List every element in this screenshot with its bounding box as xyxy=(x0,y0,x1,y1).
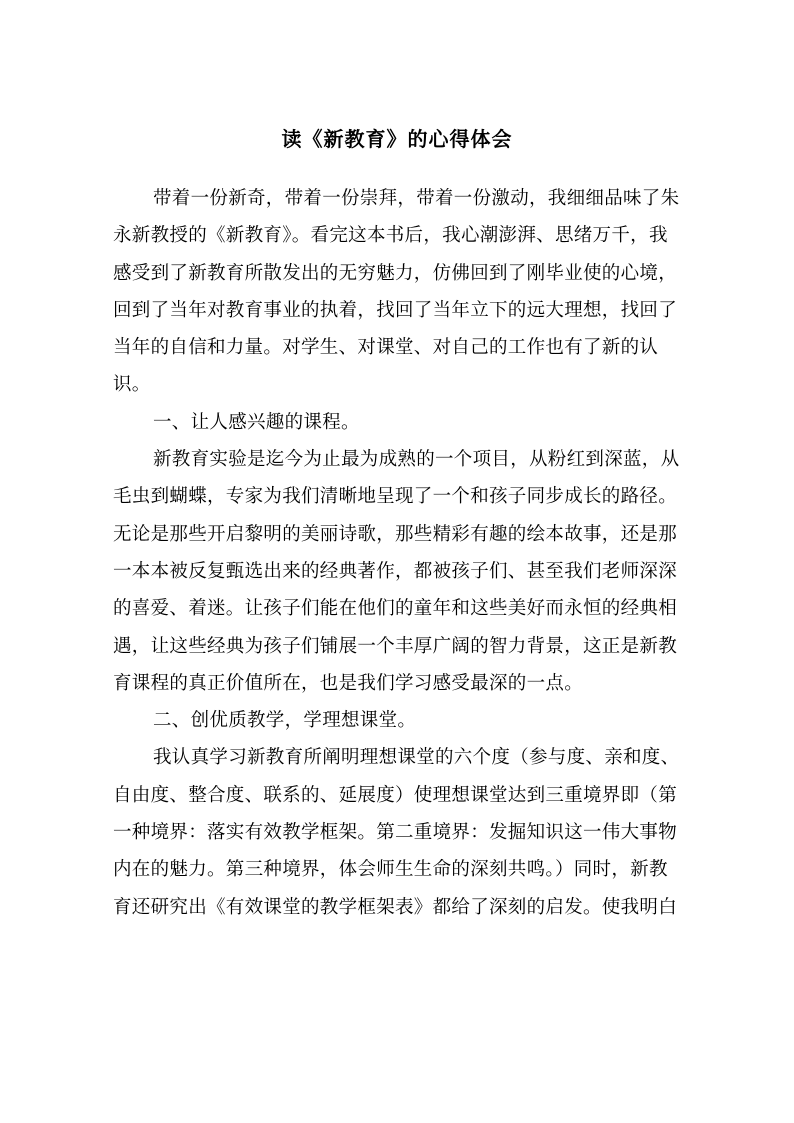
paragraph-line: 一种境界：落实有效教学框架。第二重境界：发掘知识这一伟大事物 xyxy=(113,822,678,844)
paragraph-line: 育还研究出《有效课堂的教学框架表》都给了深刻的启发。使我明白 xyxy=(113,896,678,918)
paragraph-line: 毛虫到蝴蝶，专家为我们清晰地呈现了一个和孩子同步成长的路径。 xyxy=(113,486,678,508)
paragraph-line: 无论是那些开启黎明的美丽诗歌，那些精彩有趣的绘本故事，还是那 xyxy=(113,523,678,545)
document-body xyxy=(113,180,681,926)
paragraph-line: 永新教授的《新教育》。看完这本书后，我心潮澎湃、思绪万千，我 xyxy=(113,225,668,247)
section-heading: 二、创优质教学，学理想课堂。 xyxy=(153,710,417,732)
paragraph-line: 遇，让这些经典为孩子们铺展一个丰厚广阔的智力背景，这正是新教 xyxy=(113,635,678,657)
paragraph-line: 的喜爱、着迷。让孩子们能在他们的童年和这些美好而永恒的经典相 xyxy=(113,598,678,620)
paragraph-line: 自由度、整合度、联系的、延展度）使理想课堂达到三重境界即（第 xyxy=(113,784,678,806)
section-heading: 一、让人感兴趣的课程。 xyxy=(153,411,360,433)
paragraph-line: 识。 xyxy=(113,374,151,396)
paragraph-line: 育课程的真正价值所在，也是我们学习感受最深的一点。 xyxy=(113,672,584,694)
paragraph-line: 回到了当年对教育事业的执着，找回了当年立下的远大理想，找回了 xyxy=(113,299,678,321)
paragraph-line: 我认真学习新教育所阐明理想课堂的六个度（参与度、亲和度、 xyxy=(153,747,680,769)
paragraph-line: 当年的自信和力量。对学生、对课堂、对自己的工作也有了新的认 xyxy=(113,337,659,359)
paragraph-line: 感受到了新教育所散发出的无穷魅力，仿佛回到了刚毕业使的心境， xyxy=(113,262,678,284)
paragraph-line: 一本本被反复甄选出来的经典著作，都被孩子们、甚至我们老师深深 xyxy=(113,560,678,582)
paragraph-line: 带着一份新奇，带着一份崇拜，带着一份激动，我细细品味了朱 xyxy=(153,188,680,209)
paragraph-line: 新教育实验是迄今为止最为成熟的一个项目，从粉红到深蓝，从 xyxy=(153,449,680,471)
document-title: 读《新教育》的心得体会 xyxy=(281,127,513,151)
paragraph-line: 内在的魅力。第三种境界，体会师生生命的深刻共鸣。）同时，新教 xyxy=(113,859,668,881)
